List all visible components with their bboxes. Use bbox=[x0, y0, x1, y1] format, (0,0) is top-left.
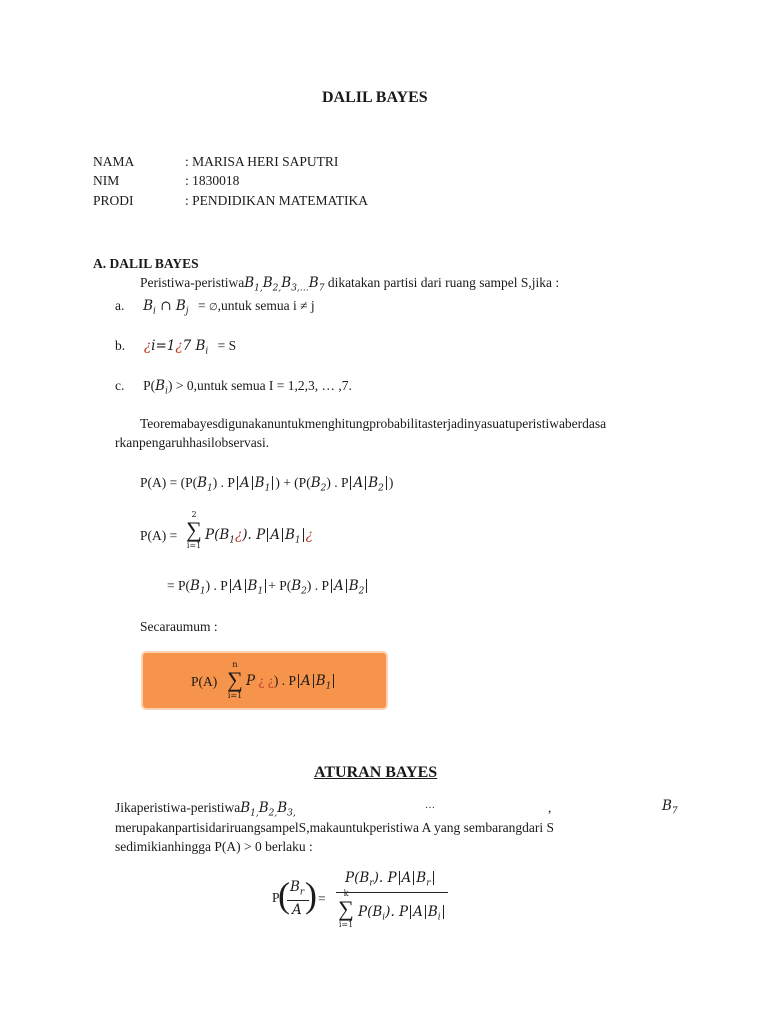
equation-2-right: $P(B_1¿)$. P A $B_1$ ¿ bbox=[205, 527, 313, 546]
aturan-line-1-ellipsis: … bbox=[425, 800, 435, 811]
item-a-math: $B_i$ ∩ $B_j$ bbox=[143, 298, 189, 317]
item-a-marker: a. bbox=[115, 298, 125, 313]
item-c-marker: c. bbox=[115, 378, 125, 393]
equation-2-sum: 2 ∑ i=1 bbox=[186, 510, 202, 550]
aturan-bayes-heading: ATURAN BAYES bbox=[314, 764, 438, 781]
identity-label-nim: NIM bbox=[93, 173, 120, 188]
item-b-text: = S bbox=[217, 338, 237, 353]
list-item-b bbox=[115, 338, 236, 357]
general-form-label: Secaraumum : bbox=[140, 619, 218, 634]
document-title: DALIL BAYES bbox=[322, 89, 428, 106]
box-formula-left: P(A) bbox=[191, 674, 218, 689]
bayes-rule-sum: k ∑ i=1 bbox=[338, 889, 354, 929]
box-formula-sum: n ∑ i=1 bbox=[227, 660, 243, 700]
item-b-math: ¿i=1¿7 $B_i$ bbox=[143, 338, 209, 357]
section-a-heading: A. DALIL BAYES bbox=[93, 256, 199, 271]
list-item-a bbox=[115, 298, 315, 317]
equation-2-left: P(A) = bbox=[140, 528, 178, 543]
bayes-rule-numerator: $P(B_r)$. P A $B_r$ bbox=[345, 870, 436, 889]
item-a-text: ,untuk semua i ≠ j bbox=[217, 298, 315, 313]
bayes-rule-denominator: $P(B_i)$. P A $B_i$ bbox=[358, 904, 446, 923]
bayes-rule-lhs-num: $B_r$ bbox=[290, 879, 305, 898]
identity-value-nama: : MARISA HERI SAPUTRI bbox=[185, 154, 339, 169]
box-formula-right: P ¿ ¿) . P A $B_1$ bbox=[246, 673, 336, 692]
bayes-rule-lhs: P bbox=[272, 890, 280, 905]
intro-suffix: dikatakan partisi dari ruang sampel S,jika : bbox=[327, 275, 560, 290]
list-item-c bbox=[115, 378, 352, 397]
aturan-line-1: Jikaperistiwa-$peristiwaB_{1,}B_{2,}B_{3,}$ bbox=[115, 800, 296, 819]
identity-label-prodi: PRODI bbox=[93, 193, 134, 208]
paragraph-line-2: rkanpengaruhhasilobservasi. bbox=[115, 435, 270, 450]
identity-label-nama: NAMA bbox=[93, 154, 135, 169]
item-b-marker: b. bbox=[115, 338, 126, 353]
item-a-math-eq: = ∅ bbox=[197, 298, 218, 313]
item-c-math: $P(B_i)$ bbox=[143, 378, 173, 397]
bayes-rule-equals: = bbox=[318, 891, 326, 906]
equation-1-left: P(A) = (P( bbox=[140, 475, 198, 490]
aturan-line-3: sedimikianhingga P(A) > 0 berlaku : bbox=[115, 839, 313, 854]
intro-prefix: Peristiwa-peristiwa bbox=[140, 275, 245, 290]
aturan-line-2: merupakanpartisidariruangsampelS,makauntukperistiwa A yang sembarangdari S bbox=[115, 820, 555, 835]
bayes-rule-lhs-paren: ( bbox=[278, 875, 290, 915]
equation-1: $P(A) = (P(B_1)$ . P A $B_1$ ) + ($P(B_2)$ . P A $B_2$ ) bbox=[140, 475, 394, 494]
aturan-line-1-comma: , bbox=[548, 800, 552, 815]
intro-math-partition: $B_{1,}B_{2,}B_{3,\dots}B_7$ bbox=[244, 275, 325, 294]
bayes-rule-lhs-paren-close: ) bbox=[305, 875, 317, 915]
equation-3: = $P(B_1)$ . P A $B_1 + P(B_2)$ . P A $B_2$ bbox=[167, 578, 369, 597]
identity-value-nim: : 1830018 bbox=[185, 173, 240, 188]
aturan-line-1-prefix: Jikaperistiwa-peristiwa bbox=[115, 800, 241, 815]
identity-value-prodi: : PENDIDIKAN MATEMATIKA bbox=[185, 193, 368, 208]
bayes-rule-lhs-den: A bbox=[292, 902, 302, 918]
section-a-intro bbox=[140, 275, 559, 294]
item-c-text: > 0,untuk semua I = 1,2,3, … ,7. bbox=[175, 378, 352, 393]
aturan-line-1-b7: $B_7$ bbox=[662, 798, 678, 817]
paragraph-line-1: Teoremabayesdigunakanuntukmenghitungprobabilitasterjadinyasuatuperistiwaberdasa bbox=[140, 416, 607, 431]
